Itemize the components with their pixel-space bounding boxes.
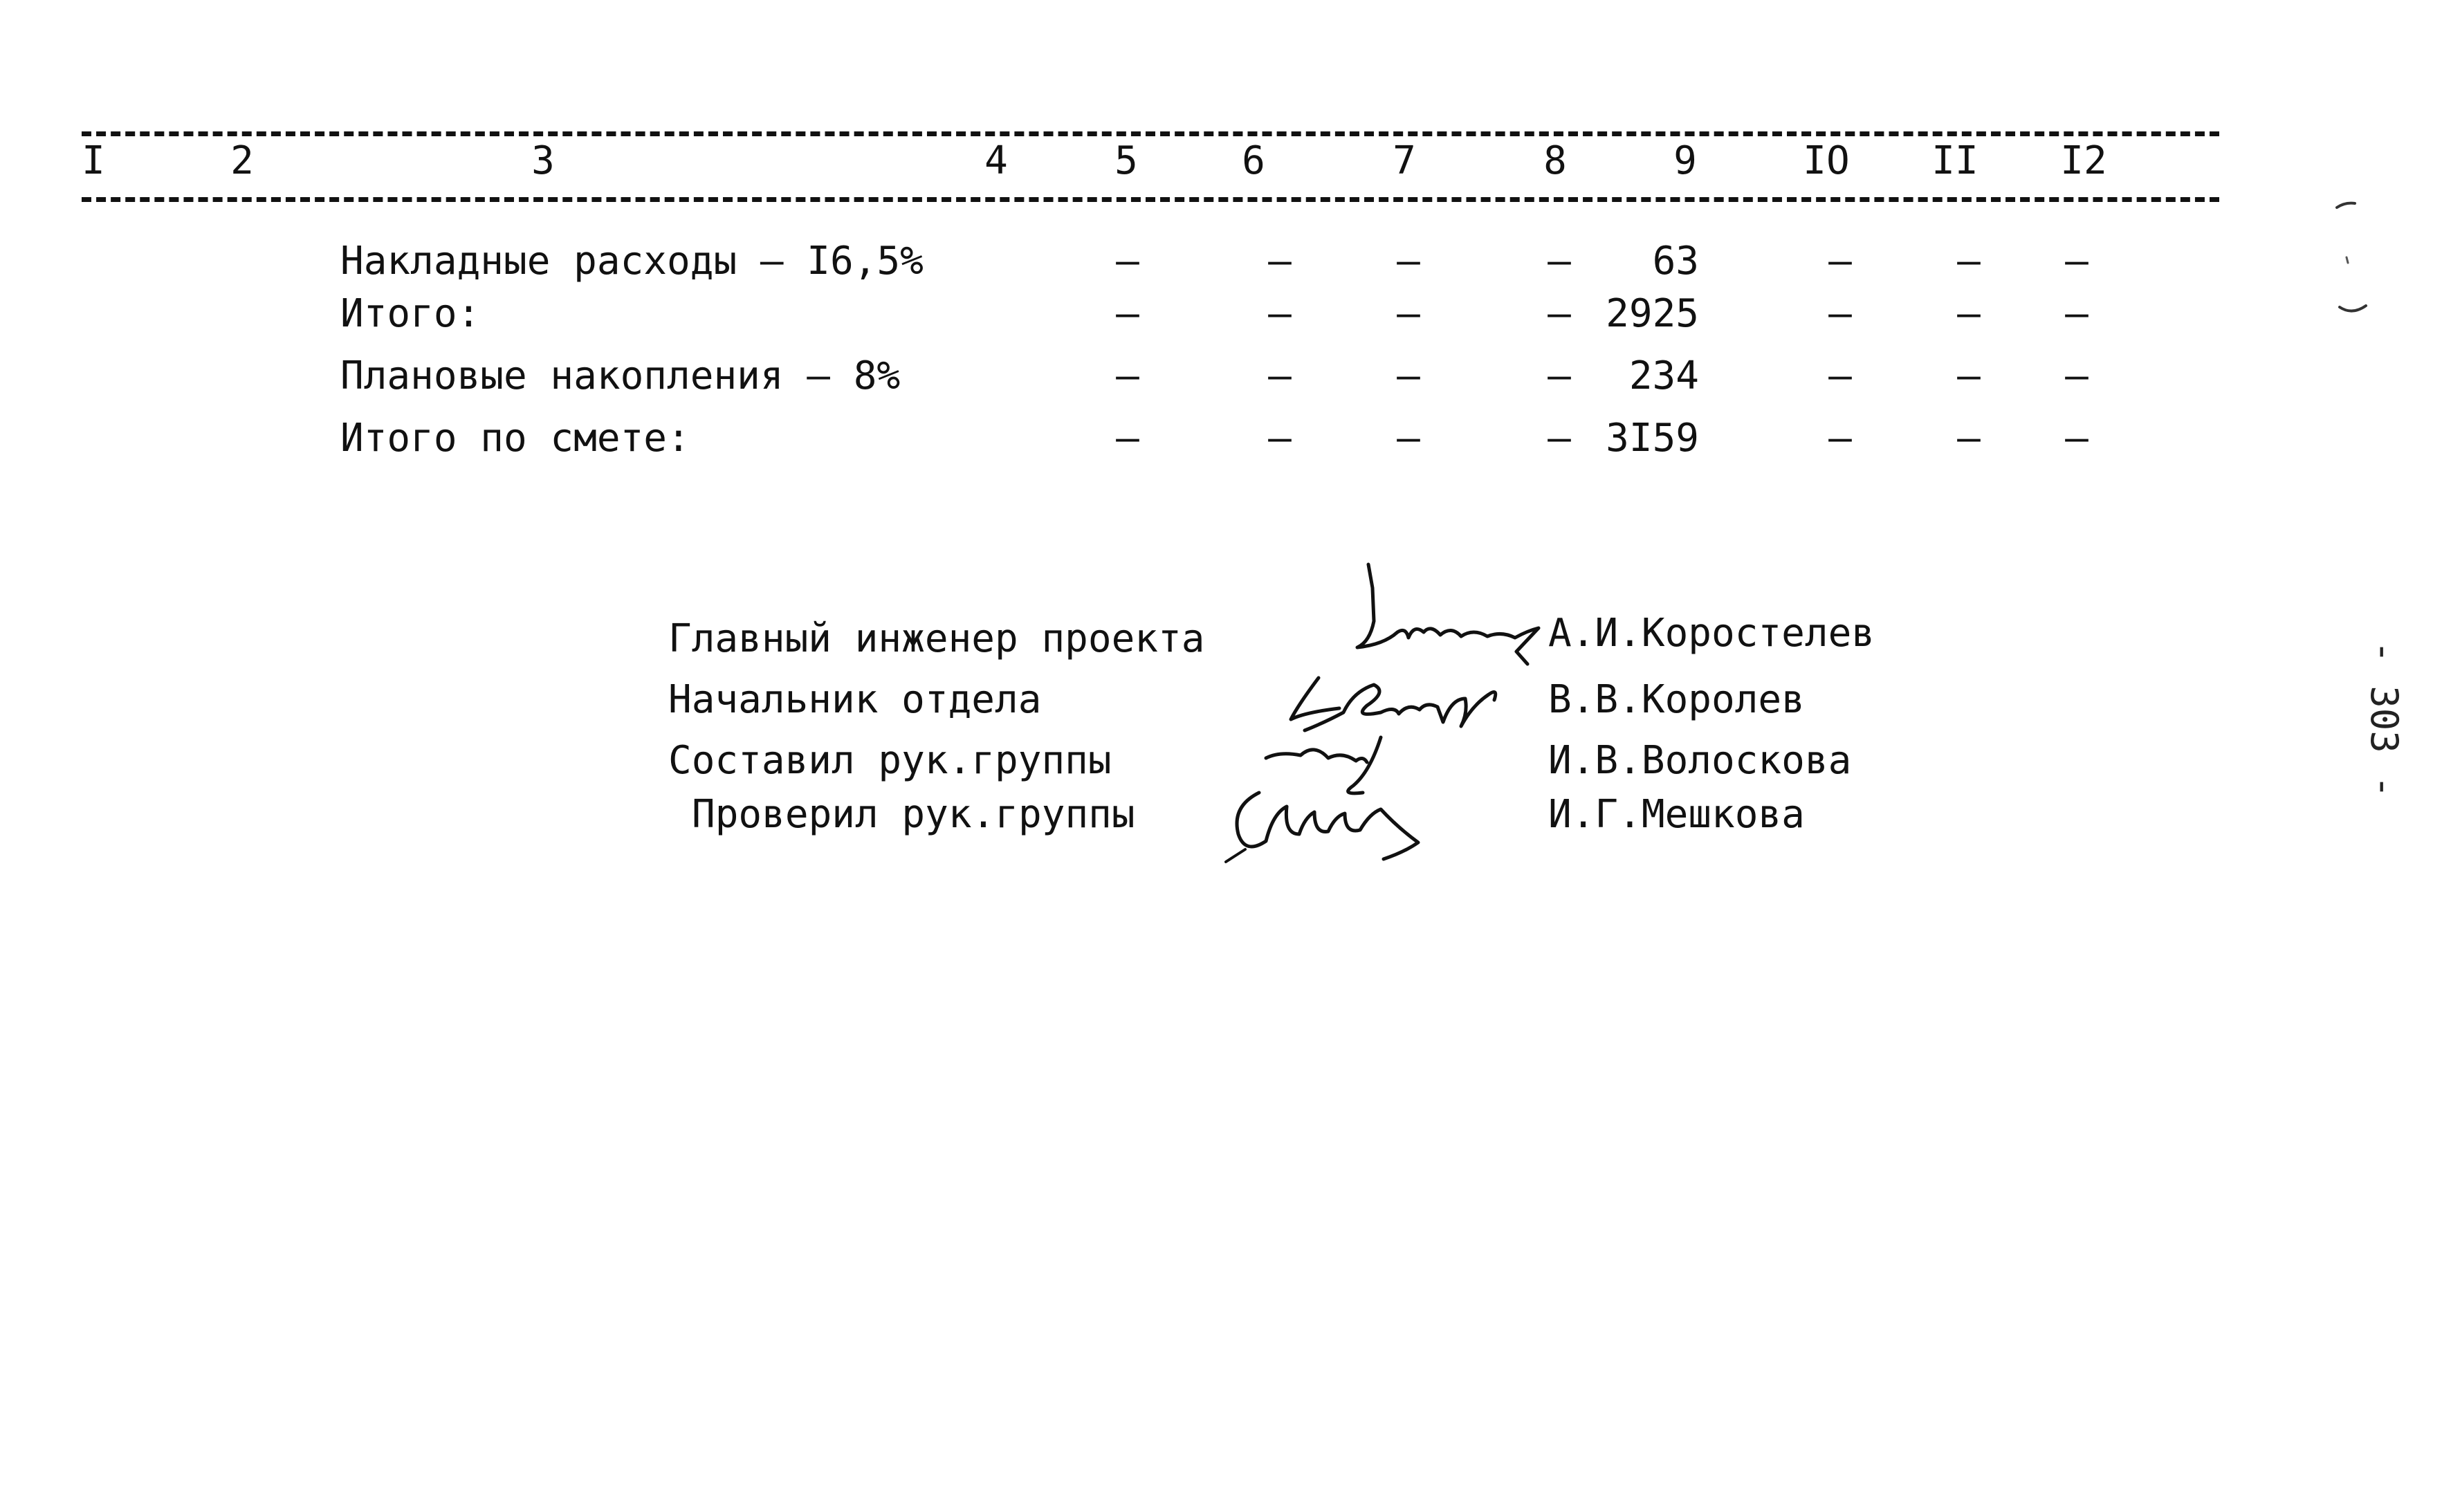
cell-r2-c11: – — [1957, 291, 1981, 336]
cell-r1-c8: – — [1548, 239, 1571, 284]
cell-r1-c12: – — [2065, 239, 2089, 284]
table-top-rule — [82, 131, 2219, 136]
signatory-name-chief-engineer: А.И.Коростелев — [1548, 611, 1875, 656]
cell-r4-c6: – — [1268, 416, 1292, 461]
column-number-8: 8 — [1543, 138, 1567, 183]
column-number-9: 9 — [1673, 138, 1697, 183]
signatory-name-checked-by: И.Г.Мешкова — [1548, 792, 1805, 837]
cell-r1-c11: – — [1957, 239, 1981, 284]
cell-r1-c9: 63 — [1652, 239, 1699, 284]
column-number-11: II — [1931, 138, 1979, 183]
signatory-title-department-head: Начальник отдела — [668, 677, 1042, 722]
cell-r3-c5: – — [1116, 353, 1139, 398]
signatory-name-department-head: В.В.Королев — [1548, 677, 1805, 722]
cell-r2-c9: 2925 — [1606, 291, 1699, 336]
cell-r2-c8: – — [1548, 291, 1571, 336]
column-number-6: 6 — [1242, 138, 1265, 183]
cell-r4-c12: – — [2065, 416, 2089, 461]
column-number-2: 2 — [230, 138, 254, 183]
cell-r2-c7: – — [1397, 291, 1420, 336]
signatory-title-chief-engineer: Главный инженер проекта — [668, 616, 1205, 661]
cell-r3-c8: – — [1548, 353, 1571, 398]
cell-r4-c7: – — [1397, 416, 1420, 461]
cell-r3-c6: – — [1268, 353, 1292, 398]
cell-r2-c10: – — [1828, 291, 1852, 336]
cell-r3-c7: – — [1397, 353, 1420, 398]
row-label-overhead: Накладные расходы – I6,5% — [340, 239, 924, 284]
column-number-3: 3 — [531, 138, 555, 183]
signatory-name-compiled-by: И.В.Волоскова — [1548, 738, 1852, 783]
row-label-subtotal: Итого: — [340, 291, 481, 336]
handwritten-signature-compiled-checked — [1218, 730, 1453, 869]
cell-r4-c10: – — [1828, 416, 1852, 461]
cell-r2-c5: – — [1116, 291, 1139, 336]
cell-r4-c9: 3I59 — [1606, 416, 1699, 461]
cell-r1-c6: – — [1268, 239, 1292, 284]
cell-r4-c11: – — [1957, 416, 1981, 461]
table-header-rule — [82, 197, 2219, 202]
column-number-1: I — [82, 138, 105, 183]
cell-r2-c12: – — [2065, 291, 2089, 336]
cell-r4-c8: – — [1548, 416, 1571, 461]
row-label-planned-savings: Плановые накопления – 8% — [340, 353, 901, 398]
cell-r3-c11: – — [1957, 353, 1981, 398]
column-number-4: 4 — [984, 138, 1008, 183]
cell-r1-c7: – — [1397, 239, 1420, 284]
cell-r1-c5: – — [1116, 239, 1139, 284]
row-label-estimate-total: Итого по смете: — [340, 416, 690, 461]
column-number-5: 5 — [1114, 138, 1138, 183]
cell-r4-c5: – — [1116, 416, 1139, 461]
cell-r1-c10: – — [1828, 239, 1852, 284]
column-number-10: IO — [1803, 138, 1850, 183]
signatory-title-compiled-by: Составил рук.группы — [668, 738, 1112, 783]
handwritten-signature-chief-engineer — [1342, 560, 1563, 671]
column-number-12: I2 — [2060, 138, 2107, 183]
page-number-text: - 303 - — [2362, 640, 2406, 798]
cell-r3-c10: – — [1828, 353, 1852, 398]
binding-edge-mark — [2331, 194, 2387, 332]
cell-r3-c12: – — [2065, 353, 2089, 398]
cell-r2-c6: – — [1268, 291, 1292, 336]
column-number-7: 7 — [1393, 138, 1416, 183]
signatory-title-checked-by: Проверил рук.группы — [692, 792, 1135, 837]
cell-r3-c9: 234 — [1628, 353, 1699, 398]
page-number — [2338, 636, 2406, 802]
